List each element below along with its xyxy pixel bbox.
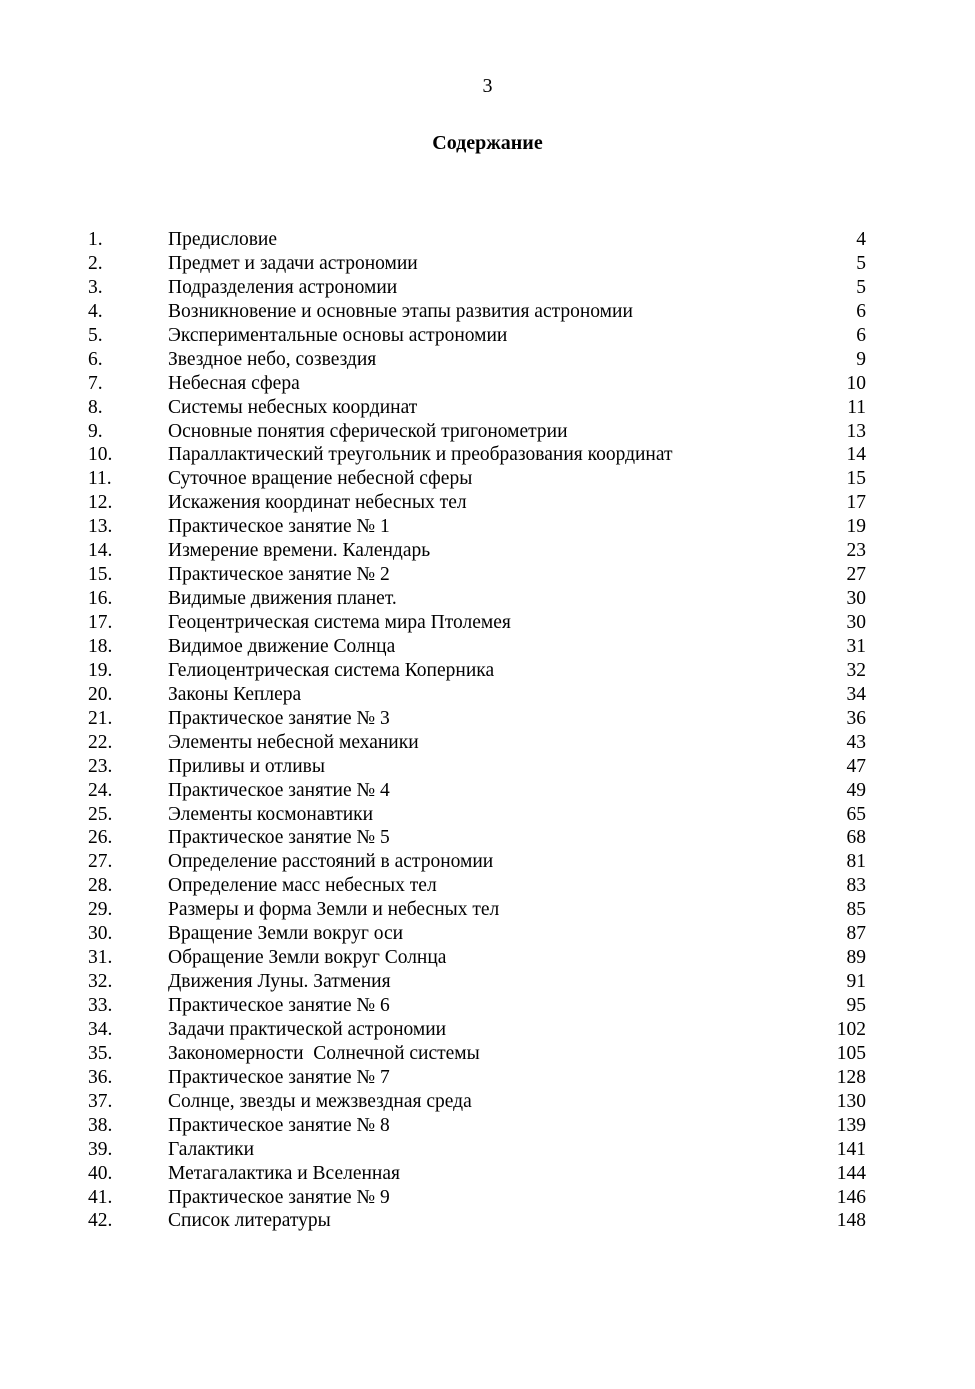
toc-entry-number: 32.: [88, 971, 113, 993]
toc-entry-page: 30: [846, 612, 866, 633]
toc-entry-page: 81: [846, 851, 866, 873]
toc-entry: [88, 1018, 866, 1042]
toc-entry-title: Практическое занятие № 4: [168, 779, 390, 801]
toc-entry-page: 31: [846, 635, 866, 657]
toc-entry-title: Суточное вращение небесной сферы: [168, 468, 473, 490]
toc-entry-title: Элементы небесной механики: [168, 731, 419, 753]
toc-entry-page: 34: [846, 683, 866, 705]
toc-entry-title: Возникновение и основные этапы развития астрономии: [168, 300, 633, 322]
toc-entry-page: 6: [856, 300, 866, 322]
toc-entry-number: 40.: [88, 1162, 113, 1184]
toc-entry: [88, 348, 866, 372]
toc-entry-title: Практическое занятие № 3: [168, 707, 390, 729]
toc-entry-page: 36: [846, 707, 866, 729]
toc-entry: [88, 946, 866, 970]
toc-entry: [88, 922, 866, 946]
toc-entry-number: 22.: [88, 731, 113, 753]
toc-entry-page: 128: [836, 1066, 866, 1088]
toc-entry-title: Определение масс небесных тел: [168, 875, 437, 897]
toc-entry: [88, 1162, 866, 1186]
toc-entry-page: 87: [846, 923, 866, 945]
toc-entry-title: Предисловие: [168, 229, 278, 250]
toc-entry: [88, 803, 866, 827]
toc-entry: [88, 970, 866, 994]
page-title: Содержание: [432, 132, 543, 154]
toc-entry-title: Экспериментальные основы астрономии: [168, 324, 508, 346]
toc-entry-title: Вращение Земли вокруг оси: [168, 923, 404, 945]
toc-entry-title: Подразделения астрономии: [168, 276, 398, 298]
toc-entry-number: 3.: [88, 276, 103, 298]
toc-entry-page: 6: [856, 324, 866, 346]
toc-entry: [88, 898, 866, 922]
toc-entry: [88, 1066, 866, 1090]
toc-entry-number: 36.: [88, 1066, 113, 1088]
toc-entry: [88, 635, 866, 659]
toc-entry-title: Практическое занятие № 1: [168, 516, 390, 538]
toc-entry: [88, 611, 866, 635]
toc-entry-page: 91: [846, 971, 866, 993]
toc-entry-page: 43: [846, 731, 866, 753]
toc-entry-title: Закономерности Солнечной системы: [168, 1042, 480, 1064]
toc-entry-title: Основные понятия сферической тригонометрии: [168, 420, 568, 442]
toc-entry: [88, 443, 866, 467]
toc-entry-number: 30.: [88, 923, 113, 945]
toc-entry-title: Метагалактика и Вселенная: [168, 1162, 400, 1184]
toc-entry-number: 37.: [88, 1090, 113, 1112]
toc-entry-title: Определение расстояний в астрономии: [168, 851, 494, 873]
toc-entry: [88, 1114, 866, 1138]
toc-entry-number: 29.: [88, 899, 113, 921]
toc-entry-page: 144: [836, 1162, 866, 1184]
toc-entry-number: 5.: [88, 324, 103, 346]
toc-entry-number: 7.: [88, 372, 103, 394]
toc-entry-page: 11: [847, 396, 866, 418]
toc-entry-title: Параллактический треугольник и преобразования координат: [168, 444, 673, 466]
toc-entry: [88, 1209, 866, 1233]
toc-entry-page: 14: [846, 444, 866, 466]
toc-entry-number: 33.: [88, 995, 113, 1016]
toc-entry: [88, 372, 866, 396]
toc-entry-number: 17.: [88, 612, 113, 633]
toc-entry-title: Солнце, звезды и межзвездная среда: [168, 1090, 472, 1112]
toc-entry-title: Задачи практической астрономии: [168, 1018, 447, 1040]
toc-entry-title: Видимое движение Солнца: [168, 635, 396, 657]
toc-entry-page: 65: [846, 803, 866, 825]
toc-entry-page: 141: [836, 1138, 866, 1160]
toc-entry-page: 5: [856, 276, 866, 298]
toc-entry-page: 95: [846, 995, 866, 1016]
toc-entry-number: 1.: [88, 229, 103, 250]
toc-entry: [88, 707, 866, 731]
toc-entry-page: 27: [846, 564, 866, 586]
toc-entry-title: Практическое занятие № 9: [168, 1186, 390, 1208]
toc-entry: [88, 874, 866, 898]
toc-entry-page: 148: [836, 1210, 866, 1232]
toc-entry: [88, 826, 866, 850]
toc-entry-number: 20.: [88, 683, 113, 705]
toc-entry-page: 130: [836, 1090, 866, 1112]
toc-entry-title: Размеры и форма Земли и небесных тел: [168, 899, 500, 921]
toc-entry-title: Практическое занятие № 6: [168, 995, 390, 1016]
toc-entry-title: Предмет и задачи астрономии: [168, 252, 418, 274]
toc-entry-title: Системы небесных координат: [168, 396, 418, 418]
toc-entry-page: 85: [846, 899, 866, 921]
toc-entry: [88, 252, 866, 276]
page-number: 3: [482, 75, 493, 97]
toc-entry-number: 39.: [88, 1138, 113, 1160]
toc-entry-title: Искажения координат небесных тел: [168, 492, 467, 514]
toc-entry-number: 27.: [88, 851, 113, 873]
toc-entry: [88, 228, 866, 252]
toc-entry-title: Небесная сфера: [168, 372, 300, 394]
toc-entry-number: 9.: [88, 420, 103, 442]
toc-entry-page: 105: [836, 1042, 866, 1064]
toc-entry-title: Обращение Земли вокруг Солнца: [168, 947, 447, 969]
toc-entry-page: 15: [846, 468, 866, 490]
toc-entry-number: 11.: [88, 468, 112, 490]
toc-entry-number: 34.: [88, 1018, 113, 1040]
table-of-contents: [88, 228, 866, 1233]
toc-entry: [88, 396, 866, 420]
toc-entry-page: 17: [846, 492, 866, 514]
toc-entry-page: 10: [846, 372, 866, 394]
toc-entry: [88, 994, 866, 1018]
toc-entry: [88, 1042, 866, 1066]
toc-entry-page: 68: [846, 827, 866, 849]
toc-entry: [88, 779, 866, 803]
toc-entry-title: Список литературы: [168, 1210, 331, 1232]
toc-entry-title: Законы Кеплера: [168, 683, 302, 705]
toc-entry-number: 38.: [88, 1114, 113, 1136]
toc-entry-number: 14.: [88, 540, 113, 562]
toc-entry-title: Практическое занятие № 5: [168, 827, 390, 849]
toc-entry-number: 6.: [88, 348, 103, 370]
toc-entry-page: 32: [846, 659, 866, 681]
toc-entry-title: Элементы космонавтики: [168, 803, 374, 825]
toc-entry: [88, 467, 866, 491]
toc-entry-page: 83: [846, 875, 866, 897]
toc-entry-title: Видимые движения планет.: [168, 588, 397, 610]
toc-entry-page: 19: [846, 516, 866, 538]
toc-entry-page: 5: [856, 252, 866, 274]
toc-entry-number: 35.: [88, 1042, 113, 1064]
toc-entry: [88, 515, 866, 539]
toc-entry-number: 16.: [88, 588, 113, 610]
toc-entry: [88, 420, 866, 444]
toc-entry: [88, 683, 866, 707]
toc-entry: [88, 659, 866, 683]
toc-entry-page: 102: [836, 1018, 866, 1040]
toc-entry-title: Практическое занятие № 8: [168, 1114, 390, 1136]
toc-entry: [88, 563, 866, 587]
toc-entry-number: 25.: [88, 803, 113, 825]
toc-entry-number: 18.: [88, 635, 113, 657]
toc-entry-number: 19.: [88, 659, 113, 681]
toc-entry: [88, 276, 866, 300]
toc-entry-page: 49: [846, 779, 866, 801]
toc-entry: [88, 755, 866, 779]
toc-entry-page: 9: [856, 348, 866, 370]
toc-entry-number: 41.: [88, 1186, 113, 1208]
toc-entry-number: 42.: [88, 1210, 113, 1232]
toc-entry-number: 12.: [88, 492, 113, 514]
toc-entry: [88, 300, 866, 324]
toc-entry-number: 2.: [88, 252, 103, 274]
toc-entry: [88, 587, 866, 611]
toc-entry-number: 28.: [88, 875, 113, 897]
toc-entry-number: 24.: [88, 779, 113, 801]
toc-entry-page: 139: [836, 1114, 866, 1136]
toc-entry: [88, 1186, 866, 1210]
toc-entry: [88, 850, 866, 874]
toc-entry-number: 23.: [88, 755, 113, 777]
toc-entry: [88, 491, 866, 515]
toc-entry-number: 8.: [88, 396, 103, 418]
toc-entry-page: 4: [856, 229, 866, 250]
toc-entry-page: 47: [846, 755, 866, 777]
toc-entry-page: 89: [846, 947, 866, 969]
toc-entry-page: 13: [846, 420, 866, 442]
toc-entry-number: 13.: [88, 516, 113, 538]
toc-entry-title: Звездное небо, созвездия: [168, 348, 377, 370]
toc-entry-number: 4.: [88, 300, 103, 322]
toc-entry-title: Движения Луны. Затмения: [168, 971, 391, 993]
toc-entry-number: 31.: [88, 947, 113, 969]
toc-entry-title: Приливы и отливы: [168, 755, 325, 777]
toc-entry-title: Практическое занятие № 2: [168, 564, 390, 586]
toc-entry: [88, 539, 866, 563]
toc-entry-number: 10.: [88, 444, 113, 466]
toc-entry-number: 26.: [88, 827, 113, 849]
toc-entry: [88, 731, 866, 755]
toc-entry-title: Галактики: [168, 1138, 255, 1160]
toc-entry-page: 30: [846, 588, 866, 610]
toc-entry-page: 23: [846, 540, 866, 562]
toc-entry-number: 21.: [88, 707, 113, 729]
toc-entry: [88, 1090, 866, 1114]
toc-entry-page: 146: [836, 1186, 866, 1208]
toc-entry: [88, 324, 866, 348]
toc-entry-number: 15.: [88, 564, 113, 586]
toc-entry-title: Геоцентрическая система мира Птолемея: [168, 612, 511, 633]
toc-entry-title: Измерение времени. Календарь: [168, 540, 431, 562]
toc-entry: [88, 1138, 866, 1162]
toc-entry-title: Гелиоцентрическая система Коперника: [168, 659, 495, 681]
toc-entry-title: Практическое занятие № 7: [168, 1066, 390, 1088]
